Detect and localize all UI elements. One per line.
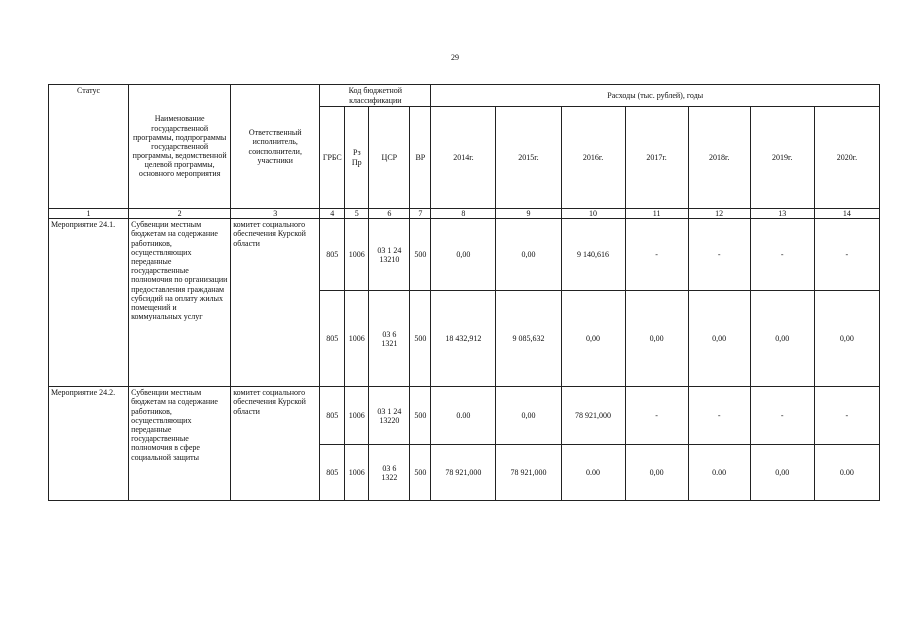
cell-value: 0.00 xyxy=(814,445,879,501)
column-number: 8 xyxy=(431,209,496,219)
header-status: Статус xyxy=(49,85,129,209)
row-responsible: комитет социального обеспечения Курской области xyxy=(231,387,320,501)
column-number: 2 xyxy=(129,209,231,219)
cell-value: - xyxy=(688,387,750,445)
cell-value: 78 921,000 xyxy=(496,445,561,501)
cell-value: - xyxy=(625,387,688,445)
column-number: 5 xyxy=(345,209,369,219)
cell-value: 9 085,632 xyxy=(496,291,561,387)
cell-csr: 03 1 24 13210 xyxy=(369,219,410,291)
cell-value: 0,00 xyxy=(431,219,496,291)
table-row xyxy=(49,219,880,291)
column-number: 13 xyxy=(750,209,814,219)
header-year: 2017г. xyxy=(625,107,688,209)
column-number: 3 xyxy=(231,209,320,219)
header-row-top xyxy=(49,85,880,107)
cell-value: - xyxy=(750,219,814,291)
cell-grbs: 805 xyxy=(320,219,345,291)
column-number: 7 xyxy=(410,209,431,219)
header-budget-code: Код бюджетной классификации xyxy=(320,85,431,107)
cell-csr: 03 6 1322 xyxy=(369,445,410,501)
column-number-row xyxy=(49,209,880,219)
cell-grbs: 805 xyxy=(320,291,345,387)
cell-value: 78 921,000 xyxy=(431,445,496,501)
column-number: 14 xyxy=(814,209,879,219)
row-status: Мероприятие 24.1. xyxy=(49,219,129,387)
cell-csr: 03 1 24 13220 xyxy=(369,387,410,445)
table-row xyxy=(49,387,880,445)
header-name: Наименование государственной программы, подпрограммы государственной программы, ведомственной целевой программы, основного мероприятия xyxy=(129,85,231,209)
cell-csr: 03 6 1321 xyxy=(369,291,410,387)
cell-vr: 500 xyxy=(410,445,431,501)
cell-value: - xyxy=(625,219,688,291)
column-number: 11 xyxy=(625,209,688,219)
header-expenses: Расходы (тыс. рублей), годы xyxy=(431,85,880,107)
cell-value: - xyxy=(814,387,879,445)
header-responsible: Ответственный исполнитель, соисполнители, участники xyxy=(231,85,320,209)
page-number: 29 xyxy=(451,53,459,62)
header-vr: ВР xyxy=(410,107,431,209)
cell-value: 18 432,912 xyxy=(431,291,496,387)
cell-value: 0,00 xyxy=(750,445,814,501)
cell-value: 0,00 xyxy=(625,445,688,501)
cell-vr: 500 xyxy=(410,219,431,291)
row-status: Мероприятие 24.2. xyxy=(49,387,129,501)
header-rzpr: Рз Пр xyxy=(345,107,369,209)
header-year: 2018г. xyxy=(688,107,750,209)
cell-value: 0,00 xyxy=(496,219,561,291)
column-number: 9 xyxy=(496,209,561,219)
cell-value: 0,00 xyxy=(750,291,814,387)
header-year: 2015г. xyxy=(496,107,561,209)
cell-value: 0.00 xyxy=(561,445,625,501)
row-name: Субвенции местным бюджетам на содержание работников, осуществляющих переданные государственные полномочия по организации предоставления гражданам субсидий на оплату жилых помещений и коммунальных услуг xyxy=(129,219,231,387)
cell-value: 0,00 xyxy=(496,387,561,445)
header-year: 2019г. xyxy=(750,107,814,209)
header-year: 2016г. xyxy=(561,107,625,209)
cell-value: 0,00 xyxy=(814,291,879,387)
column-number: 12 xyxy=(688,209,750,219)
column-number: 6 xyxy=(369,209,410,219)
cell-value: 0,00 xyxy=(688,291,750,387)
row-name: Субвенции местным бюджетам на содержание работников, осуществляющих переданные государственные полномочия в сфере социальной защиты xyxy=(129,387,231,501)
column-number: 4 xyxy=(320,209,345,219)
header-year: 2014г. xyxy=(431,107,496,209)
row-responsible: комитет социального обеспечения Курской области xyxy=(231,219,320,387)
budget-table xyxy=(48,84,880,501)
cell-value: 0,00 xyxy=(561,291,625,387)
header-grbs: ГРБС xyxy=(320,107,345,209)
cell-value: - xyxy=(814,219,879,291)
column-number: 10 xyxy=(561,209,625,219)
cell-value: 0.00 xyxy=(431,387,496,445)
cell-grbs: 805 xyxy=(320,445,345,501)
cell-value: 78 921,000 xyxy=(561,387,625,445)
cell-rzpr: 1006 xyxy=(345,445,369,501)
cell-rzpr: 1006 xyxy=(345,291,369,387)
header-year: 2020г. xyxy=(814,107,879,209)
column-number: 1 xyxy=(49,209,129,219)
cell-value: - xyxy=(688,219,750,291)
cell-grbs: 805 xyxy=(320,387,345,445)
cell-value: - xyxy=(750,387,814,445)
cell-vr: 500 xyxy=(410,387,431,445)
cell-value: 0.00 xyxy=(688,445,750,501)
header-csr: ЦСР xyxy=(369,107,410,209)
cell-value: 0,00 xyxy=(625,291,688,387)
cell-value: 9 140,616 xyxy=(561,219,625,291)
cell-rzpr: 1006 xyxy=(345,387,369,445)
cell-vr: 500 xyxy=(410,291,431,387)
cell-rzpr: 1006 xyxy=(345,219,369,291)
